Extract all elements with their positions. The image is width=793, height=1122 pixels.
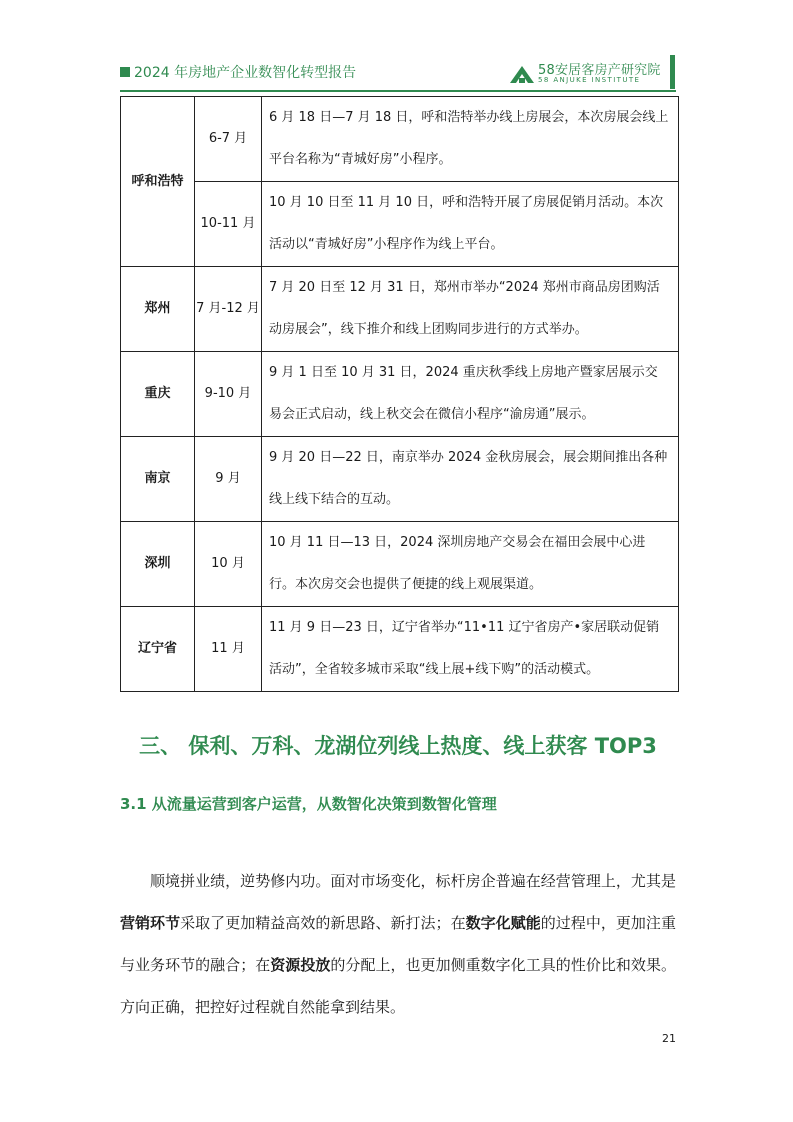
description-cell: 10 月 11 日—13 日，2024 深圳房地产交易会在福田会展中心进行。本次房交会也提供了便捷的线上观展渠道。 <box>262 522 679 607</box>
city-cell: 呼和浩特 <box>121 97 195 267</box>
period-cell: 9 月 <box>195 437 262 522</box>
period-cell: 10 月 <box>195 522 262 607</box>
table-row <box>121 182 679 267</box>
report-title: 2024 年房地产企业数智化转型报告 <box>134 65 357 81</box>
logo-english-name: 58 ANJUKE INSTITUTE <box>538 76 641 84</box>
logo-accent-bar <box>670 55 675 89</box>
period-cell: 9-10 月 <box>195 352 262 437</box>
header-bullet-square <box>120 67 130 77</box>
institute-logo <box>502 55 676 89</box>
description-cell: 10 月 10 日至 11 月 10 日，呼和浩特开展了房展促销月活动。本次活动以“青城好房”小程序作为线上平台。 <box>262 182 679 267</box>
page-header <box>120 55 676 89</box>
description-cell: 6 月 18 日—7 月 18 日，呼和浩特举办线上房展会，本次房展会线上平台名称为“青城好房”小程序。 <box>262 97 679 182</box>
header-divider <box>120 90 676 92</box>
subsection-heading: 3.1 从流量运营到客户运营，从数智化决策到数智化管理 <box>120 795 497 813</box>
table-row <box>121 267 679 352</box>
logo-chinese-name: 58安居客房产研究院 <box>538 63 661 78</box>
emphasis-text: 营销环节 <box>120 914 181 932</box>
period-cell: 11 月 <box>195 607 262 692</box>
period-cell: 7 月-12 月 <box>195 267 262 352</box>
paragraph-text: 顺境拼业绩，逆势修内功。面对市场变化，标杆房企普遍在经营管理上，尤其是 <box>150 872 676 890</box>
city-cell: 南京 <box>121 437 195 522</box>
table-row <box>121 607 679 692</box>
paragraph-text: 的过程中，更加注重与业务环节的融合；在 <box>120 914 676 974</box>
online-housing-fair-table <box>120 96 679 692</box>
period-cell: 6-7 月 <box>195 97 262 182</box>
paragraph-text: 采取了更加精益高效的新思路、新打法；在 <box>180 914 466 932</box>
city-cell: 郑州 <box>121 267 195 352</box>
city-cell: 辽宁省 <box>121 607 195 692</box>
body-paragraph <box>120 860 676 1028</box>
table-row <box>121 97 679 182</box>
table-row <box>121 522 679 607</box>
description-cell: 11 月 9 日—23 日，辽宁省举办“11•11 辽宁省房产•家居联动促销活动”，全省较多城市采取“线上展+线下购”的活动模式。 <box>262 607 679 692</box>
paragraph-text: 的分配上，也更加侧重数字化工具的性价比和效果。方向正确，把控好过程就自然能拿到结果。 <box>120 956 676 1016</box>
page-number: 21 <box>662 1032 676 1045</box>
description-cell: 9 月 1 日至 10 月 31 日，2024 重庆秋季线上房地产暨家居展示交易会正式启动，线上秋交会在微信小程序“渝房通”展示。 <box>262 352 679 437</box>
city-cell: 深圳 <box>121 522 195 607</box>
emphasis-text: 资源投放 <box>270 956 331 974</box>
city-cell: 重庆 <box>121 352 195 437</box>
table-row <box>121 437 679 522</box>
period-cell: 10-11 月 <box>195 182 262 267</box>
section-heading: 三、 保利、万科、龙湖位列线上热度、线上获客 TOP3 <box>139 734 657 758</box>
description-cell: 7 月 20 日至 12 月 31 日，郑州市举办“2024 郑州市商品房团购活动房展会”，线下推介和线上团购同步进行的方式举办。 <box>262 267 679 352</box>
description-cell: 9 月 20 日—22 日，南京举办 2024 金秋房展会，展会期间推出各种线上线下结合的互动。 <box>262 437 679 522</box>
emphasis-text: 数字化赋能 <box>465 914 541 932</box>
table-row <box>121 352 679 437</box>
logo-house-icon <box>510 65 534 83</box>
